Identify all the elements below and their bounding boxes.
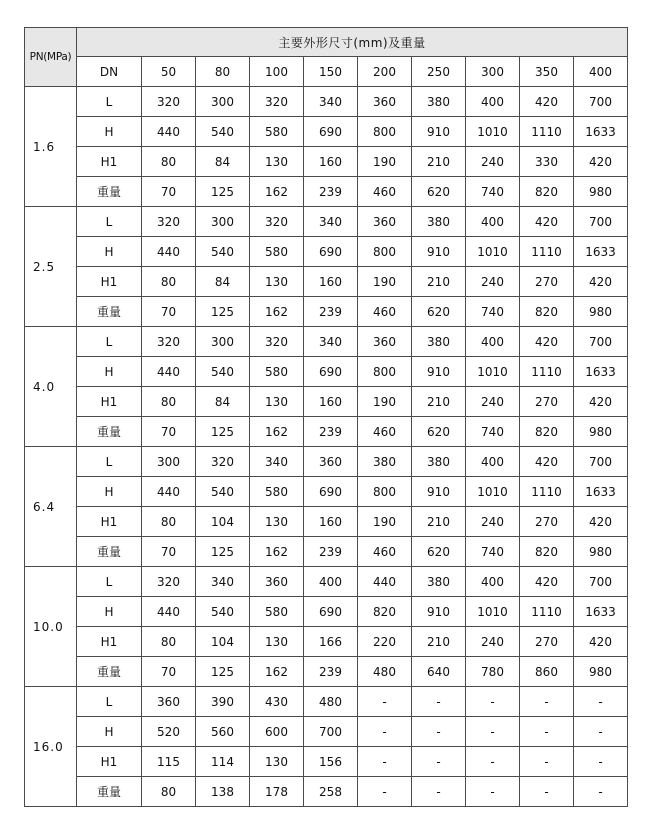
row-label-cell: 重量	[77, 657, 142, 687]
value-cell: 580	[250, 477, 304, 507]
dn-value-cell: 200	[358, 57, 412, 87]
table-row	[25, 657, 628, 687]
pn-value-cell: 16.0	[25, 687, 77, 807]
value-cell: -	[520, 747, 574, 777]
value-cell: 320	[250, 87, 304, 117]
value-cell: 240	[466, 147, 520, 177]
value-cell: 360	[358, 207, 412, 237]
value-cell: 130	[250, 147, 304, 177]
value-cell: 800	[358, 117, 412, 147]
value-cell: 980	[574, 417, 628, 447]
value-cell: 1633	[574, 357, 628, 387]
value-cell: -	[520, 717, 574, 747]
value-cell: 380	[358, 447, 412, 477]
table-row	[25, 267, 628, 297]
dn-row	[25, 57, 628, 87]
value-cell: 800	[358, 357, 412, 387]
row-label-cell: H	[77, 717, 142, 747]
value-cell: 80	[142, 777, 196, 807]
value-cell: -	[358, 777, 412, 807]
value-cell: 690	[304, 597, 358, 627]
value-cell: 1110	[520, 117, 574, 147]
table-row	[25, 387, 628, 417]
value-cell: 420	[574, 267, 628, 297]
value-cell: 300	[142, 447, 196, 477]
value-cell: 420	[520, 87, 574, 117]
value-cell: 162	[250, 417, 304, 447]
value-cell: 240	[466, 507, 520, 537]
value-cell: 270	[520, 627, 574, 657]
value-cell: 420	[520, 207, 574, 237]
value-cell: 420	[574, 387, 628, 417]
value-cell: 239	[304, 177, 358, 207]
value-cell: 1010	[466, 597, 520, 627]
value-cell: 80	[142, 627, 196, 657]
value-cell: 70	[142, 657, 196, 687]
value-cell: 320	[250, 327, 304, 357]
value-cell: 820	[358, 597, 412, 627]
value-cell: 70	[142, 537, 196, 567]
value-cell: 340	[196, 567, 250, 597]
value-cell: 980	[574, 297, 628, 327]
dn-value-cell: 250	[412, 57, 466, 87]
value-cell: 270	[520, 507, 574, 537]
value-cell: -	[412, 687, 466, 717]
row-label-cell: H	[77, 237, 142, 267]
value-cell: 400	[466, 567, 520, 597]
value-cell: 1633	[574, 237, 628, 267]
value-cell: 70	[142, 417, 196, 447]
table-row	[25, 147, 628, 177]
value-cell: 910	[412, 237, 466, 267]
value-cell: 420	[520, 447, 574, 477]
value-cell: 70	[142, 297, 196, 327]
value-cell: 190	[358, 267, 412, 297]
value-cell: 115	[142, 747, 196, 777]
value-cell: 400	[466, 327, 520, 357]
value-cell: 1633	[574, 117, 628, 147]
table-row	[25, 327, 628, 357]
value-cell: 700	[574, 327, 628, 357]
value-cell: -	[412, 717, 466, 747]
value-cell: 540	[196, 237, 250, 267]
value-cell: 420	[574, 507, 628, 537]
value-cell: 400	[304, 567, 358, 597]
table-row	[25, 117, 628, 147]
value-cell: 300	[196, 327, 250, 357]
value-cell: 84	[196, 147, 250, 177]
row-label-cell: L	[77, 567, 142, 597]
value-cell: 380	[412, 87, 466, 117]
value-cell: 800	[358, 477, 412, 507]
value-cell: 210	[412, 147, 466, 177]
value-cell: 104	[196, 627, 250, 657]
value-cell: 340	[250, 447, 304, 477]
value-cell: -	[466, 687, 520, 717]
row-label-cell: H	[77, 597, 142, 627]
value-cell: 320	[142, 87, 196, 117]
value-cell: 130	[250, 747, 304, 777]
value-cell: 210	[412, 507, 466, 537]
value-cell: 620	[412, 417, 466, 447]
value-cell: 239	[304, 537, 358, 567]
value-cell: 400	[466, 207, 520, 237]
value-cell: 360	[358, 327, 412, 357]
row-label-cell: L	[77, 87, 142, 117]
value-cell: 125	[196, 177, 250, 207]
dn-value-cell: 400	[574, 57, 628, 87]
value-cell: -	[412, 747, 466, 777]
table-row	[25, 417, 628, 447]
pn-header: PN(MPa)	[25, 28, 77, 87]
value-cell: 1633	[574, 477, 628, 507]
row-label-cell: L	[77, 447, 142, 477]
value-cell: 300	[196, 207, 250, 237]
value-cell: 1010	[466, 237, 520, 267]
value-cell: 440	[358, 567, 412, 597]
value-cell: -	[574, 687, 628, 717]
row-label-cell: H	[77, 117, 142, 147]
value-cell: 980	[574, 537, 628, 567]
value-cell: 130	[250, 267, 304, 297]
value-cell: -	[466, 717, 520, 747]
value-cell: 480	[304, 687, 358, 717]
value-cell: 800	[358, 237, 412, 267]
value-cell: 1010	[466, 117, 520, 147]
value-cell: 380	[412, 567, 466, 597]
value-cell: 258	[304, 777, 358, 807]
value-cell: 440	[142, 357, 196, 387]
value-cell: 160	[304, 147, 358, 177]
row-label-cell: L	[77, 207, 142, 237]
table-row	[25, 237, 628, 267]
row-label-cell: H	[77, 477, 142, 507]
value-cell: 820	[520, 537, 574, 567]
table-row	[25, 567, 628, 597]
value-cell: 700	[574, 447, 628, 477]
dn-value-cell: 80	[196, 57, 250, 87]
value-cell: 380	[412, 327, 466, 357]
value-cell: 160	[304, 267, 358, 297]
value-cell: 80	[142, 507, 196, 537]
value-cell: -	[358, 747, 412, 777]
value-cell: 580	[250, 117, 304, 147]
value-cell: 320	[142, 327, 196, 357]
value-cell: 84	[196, 387, 250, 417]
value-cell: 380	[412, 447, 466, 477]
value-cell: 980	[574, 657, 628, 687]
table-row	[25, 447, 628, 477]
table-row	[25, 477, 628, 507]
value-cell: 580	[250, 357, 304, 387]
value-cell: 620	[412, 537, 466, 567]
value-cell: 300	[196, 87, 250, 117]
value-cell: 84	[196, 267, 250, 297]
value-cell: 620	[412, 177, 466, 207]
pn-value-cell: 4.0	[25, 327, 77, 447]
value-cell: 70	[142, 177, 196, 207]
value-cell: 360	[142, 687, 196, 717]
value-cell: 980	[574, 177, 628, 207]
row-label-cell: H1	[77, 147, 142, 177]
value-cell: 440	[142, 237, 196, 267]
value-cell: 540	[196, 357, 250, 387]
value-cell: 740	[466, 297, 520, 327]
value-cell: 190	[358, 387, 412, 417]
value-cell: 162	[250, 177, 304, 207]
value-cell: 330	[520, 147, 574, 177]
value-cell: 340	[304, 207, 358, 237]
value-cell: 390	[196, 687, 250, 717]
value-cell: 820	[520, 297, 574, 327]
value-cell: 320	[250, 207, 304, 237]
row-label-cell: 重量	[77, 417, 142, 447]
value-cell: 700	[574, 567, 628, 597]
table-row	[25, 747, 628, 777]
value-cell: 1633	[574, 597, 628, 627]
value-cell: 540	[196, 117, 250, 147]
value-cell: -	[358, 717, 412, 747]
value-cell: 620	[412, 297, 466, 327]
value-cell: -	[520, 777, 574, 807]
value-cell: 910	[412, 117, 466, 147]
row-label-cell: H1	[77, 507, 142, 537]
row-label-cell: L	[77, 327, 142, 357]
value-cell: 239	[304, 297, 358, 327]
value-cell: 440	[142, 117, 196, 147]
table-row	[25, 717, 628, 747]
spec-table	[24, 27, 628, 807]
value-cell: 239	[304, 417, 358, 447]
row-label-cell: H	[77, 357, 142, 387]
value-cell: 700	[304, 717, 358, 747]
value-cell: 320	[196, 447, 250, 477]
value-cell: 400	[466, 447, 520, 477]
value-cell: 138	[196, 777, 250, 807]
value-cell: 690	[304, 117, 358, 147]
value-cell: 125	[196, 297, 250, 327]
row-label-cell: 重量	[77, 177, 142, 207]
row-label-cell: 重量	[77, 297, 142, 327]
value-cell: -	[358, 687, 412, 717]
value-cell: -	[466, 777, 520, 807]
table-row	[25, 687, 628, 717]
value-cell: 1110	[520, 597, 574, 627]
table-row	[25, 777, 628, 807]
value-cell: 320	[142, 567, 196, 597]
value-cell: 162	[250, 297, 304, 327]
table-row	[25, 357, 628, 387]
value-cell: 130	[250, 387, 304, 417]
value-cell: 80	[142, 147, 196, 177]
value-cell: 520	[142, 717, 196, 747]
pn-value-cell: 10.0	[25, 567, 77, 687]
value-cell: 440	[142, 477, 196, 507]
value-cell: -	[574, 777, 628, 807]
value-cell: 270	[520, 387, 574, 417]
value-cell: 820	[520, 417, 574, 447]
value-cell: 690	[304, 357, 358, 387]
value-cell: 160	[304, 507, 358, 537]
value-cell: 740	[466, 177, 520, 207]
value-cell: 162	[250, 537, 304, 567]
value-cell: 162	[250, 657, 304, 687]
pn-value-cell: 6.4	[25, 447, 77, 567]
row-label-cell: H1	[77, 627, 142, 657]
table-row	[25, 297, 628, 327]
value-cell: 700	[574, 87, 628, 117]
value-cell: 910	[412, 357, 466, 387]
value-cell: -	[412, 777, 466, 807]
value-cell: 420	[574, 147, 628, 177]
value-cell: 125	[196, 657, 250, 687]
pn-value-cell: 2.5	[25, 207, 77, 327]
value-cell: 420	[520, 567, 574, 597]
value-cell: 190	[358, 147, 412, 177]
value-cell: 700	[574, 207, 628, 237]
value-cell: 104	[196, 507, 250, 537]
value-cell: 320	[142, 207, 196, 237]
value-cell: 580	[250, 597, 304, 627]
value-cell: 600	[250, 717, 304, 747]
value-cell: 480	[358, 657, 412, 687]
table-title: 主要外形尺寸(mm)及重量	[77, 28, 628, 57]
value-cell: 1010	[466, 357, 520, 387]
dn-value-cell: 100	[250, 57, 304, 87]
value-cell: 178	[250, 777, 304, 807]
value-cell: 160	[304, 387, 358, 417]
table-row	[25, 597, 628, 627]
dn-value-cell: 50	[142, 57, 196, 87]
value-cell: 80	[142, 387, 196, 417]
value-cell: 690	[304, 237, 358, 267]
value-cell: 460	[358, 537, 412, 567]
value-cell: 166	[304, 627, 358, 657]
value-cell: -	[574, 717, 628, 747]
value-cell: 540	[196, 597, 250, 627]
value-cell: 580	[250, 237, 304, 267]
value-cell: 910	[412, 477, 466, 507]
value-cell: 210	[412, 267, 466, 297]
row-label-cell: H1	[77, 387, 142, 417]
value-cell: 125	[196, 417, 250, 447]
dn-value-cell: 150	[304, 57, 358, 87]
value-cell: 420	[574, 627, 628, 657]
value-cell: 114	[196, 747, 250, 777]
table-row	[25, 87, 628, 117]
row-label-cell: 重量	[77, 777, 142, 807]
value-cell: 210	[412, 387, 466, 417]
value-cell: 1110	[520, 237, 574, 267]
value-cell: 820	[520, 177, 574, 207]
row-label-cell: 重量	[77, 537, 142, 567]
table-row	[25, 177, 628, 207]
value-cell: -	[466, 747, 520, 777]
value-cell: 420	[520, 327, 574, 357]
value-cell: 1110	[520, 357, 574, 387]
value-cell: 340	[304, 87, 358, 117]
pn-value-cell: 1.6	[25, 87, 77, 207]
value-cell: 910	[412, 597, 466, 627]
value-cell: 156	[304, 747, 358, 777]
table-row	[25, 537, 628, 567]
table-row	[25, 507, 628, 537]
value-cell: 240	[466, 387, 520, 417]
value-cell: 690	[304, 477, 358, 507]
value-cell: 220	[358, 627, 412, 657]
dn-value-cell: 350	[520, 57, 574, 87]
value-cell: 240	[466, 267, 520, 297]
value-cell: 640	[412, 657, 466, 687]
value-cell: 460	[358, 177, 412, 207]
value-cell: 380	[412, 207, 466, 237]
value-cell: 430	[250, 687, 304, 717]
value-cell: 270	[520, 267, 574, 297]
value-cell: 460	[358, 297, 412, 327]
value-cell: 190	[358, 507, 412, 537]
value-cell: 1110	[520, 477, 574, 507]
value-cell: 540	[196, 477, 250, 507]
value-cell: 360	[358, 87, 412, 117]
value-cell: 440	[142, 597, 196, 627]
value-cell: 239	[304, 657, 358, 687]
value-cell: 80	[142, 267, 196, 297]
value-cell: 400	[466, 87, 520, 117]
value-cell: 340	[304, 327, 358, 357]
value-cell: -	[574, 747, 628, 777]
row-label-cell: H1	[77, 267, 142, 297]
value-cell: 240	[466, 627, 520, 657]
table-row	[25, 627, 628, 657]
value-cell: 740	[466, 417, 520, 447]
value-cell: 130	[250, 507, 304, 537]
row-label-cell: H1	[77, 747, 142, 777]
value-cell: 780	[466, 657, 520, 687]
value-cell: 360	[250, 567, 304, 597]
value-cell: 125	[196, 537, 250, 567]
table-row	[25, 207, 628, 237]
value-cell: 560	[196, 717, 250, 747]
value-cell: 740	[466, 537, 520, 567]
value-cell: 860	[520, 657, 574, 687]
value-cell: 1010	[466, 477, 520, 507]
row-label-cell: L	[77, 687, 142, 717]
value-cell: 360	[304, 447, 358, 477]
table-body	[25, 87, 628, 807]
value-cell: 210	[412, 627, 466, 657]
value-cell: 460	[358, 417, 412, 447]
value-cell: -	[520, 687, 574, 717]
dn-label: DN	[77, 57, 142, 87]
value-cell: 130	[250, 627, 304, 657]
dn-value-cell: 300	[466, 57, 520, 87]
